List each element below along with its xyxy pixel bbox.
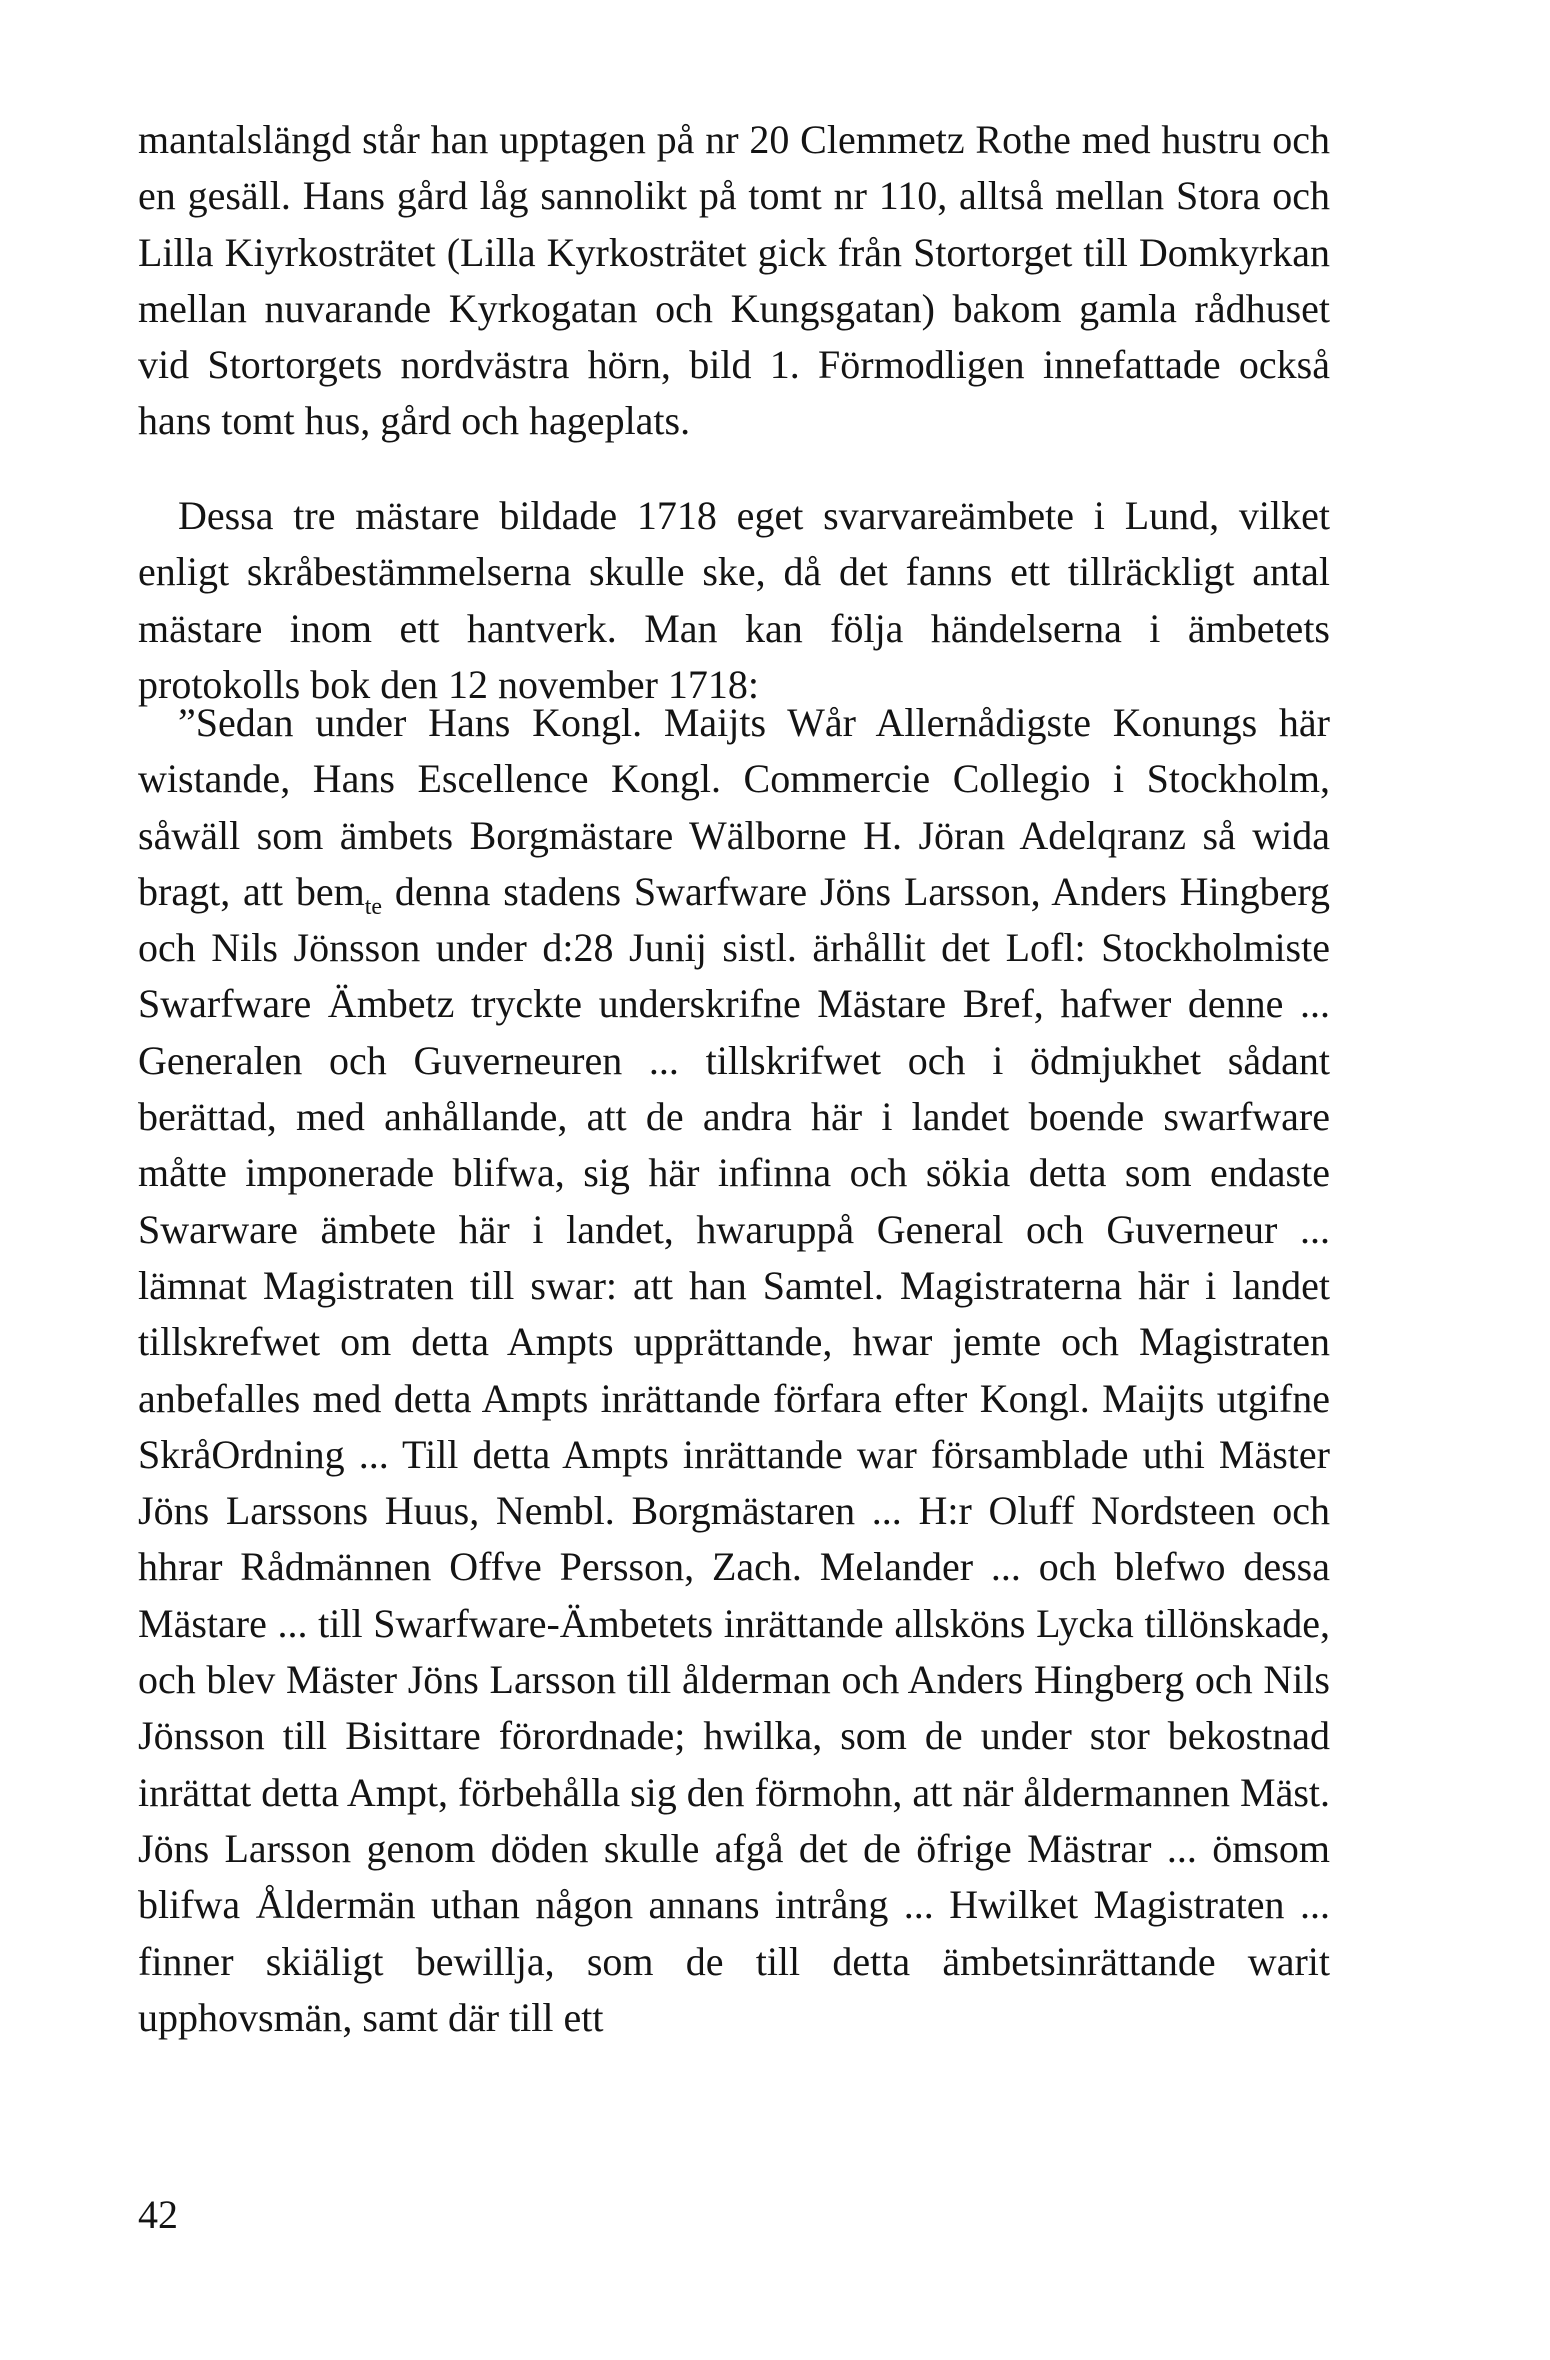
page-number: 42 [138, 2192, 178, 2237]
quoted-protocol [138, 695, 1330, 2046]
body-text-quote [138, 695, 1330, 2046]
paragraph-ambete: Dessa tre mästare bildade 1718 eget svarvareämbete i Lund, vilket enligt skråbestämmelserna skulle ske, då det fanns ett tillräckligt antal mästare inom ett hantverk. Man kan följa händelserna i ämbetets protokolls bok den 12 november 1718: [138, 493, 1330, 707]
body-text-upper [138, 112, 1330, 450]
quote-text-rest: denna stadens Swarfware Jöns Larsson, Anders Hingberg och Nils Jönsson under d:28 Junij sistl. ärhållit det Lofl: Stockholmiste Swarfware Ämbetz tryckte underskrifne Mästare Bref, hafwer denne ... Generalen och Guverneuren ... tillskrifwet och i ödmjukhet sådant berättad, med anhållande, att de andra här i landet boende swarfware måtte imponerade blifwa, sig här infinna och sökia detta som endaste Swarware ämbete här i landet, hwaruppå General och Guverneur ... lämnat Magistraten till swar: att han Samtel. Magistraterna här i landet tillskrefwet om detta Ampts upprättande, hwar jemte och Magistraten anbefalles med detta Ampts inrättande förfara efter Kongl. Maijts utgifne SkråOrdning ... Till detta Ampts inrättande war församblade uthi Mäster Jöns Larssons Huus, Nembl. Borgmästaren ... H:r Oluff Nordsteen och hhrar Rådmännen Offve Persson, Zach. Melander ... och blefwo dessa Mästare ... till Swarfware-Ämbetets inrättande allsköns Lycka tillönskade, och blev Mäster Jöns Larsson till ålderman och Anders Hingberg och Nils Jönsson till Bisittare förordnade; hwilka, som de under stor bekostnad inrättat detta Ampt, förbehålla sig den förmohn, att när åldermannen Mäst. Jöns Larsson genom döden skulle afgå det de öfrige Mästrar ... ömsom blifwa Åldermän uthan någon annans intrång ... Hwilket Magistraten ... finner skiäligt bewillja, som de till detta ämbetsinrättande warit upphovsmän, samt där till ett [138, 868, 1330, 2040]
quote-subscript: te [364, 893, 383, 920]
paragraph-tomt: mantalslängd står han upptagen på nr 20 Clemmetz Rothe med hustru och en gesäll. Hans gård låg sannolikt på tomt nr 110, alltså mellan Stora och Lilla Kiyrkosträtet (Lilla Kyrkosträtet gick från Stortorget till Domkyrkan mellan nuvarande Kyrkogatan och Kungsgatan) bakom gamla rådhuset vid Stortorgets nordvästra hörn, bild 1. Förmodligen innefattade också hans tomt hus, gård och hageplats. [138, 117, 1330, 444]
quote-text-start: ”Sedan under Hans Kongl. Maijts Wår Allernådigste Konungs här wistande, Hans Escellence Kongl. Commercie Collegio i Stockholm, såwäll som ämbets Borgmästare Wälborne H. Jöran Adelqranz så wida bragt, att bem [138, 700, 1330, 914]
body-text-middle [138, 488, 1330, 713]
